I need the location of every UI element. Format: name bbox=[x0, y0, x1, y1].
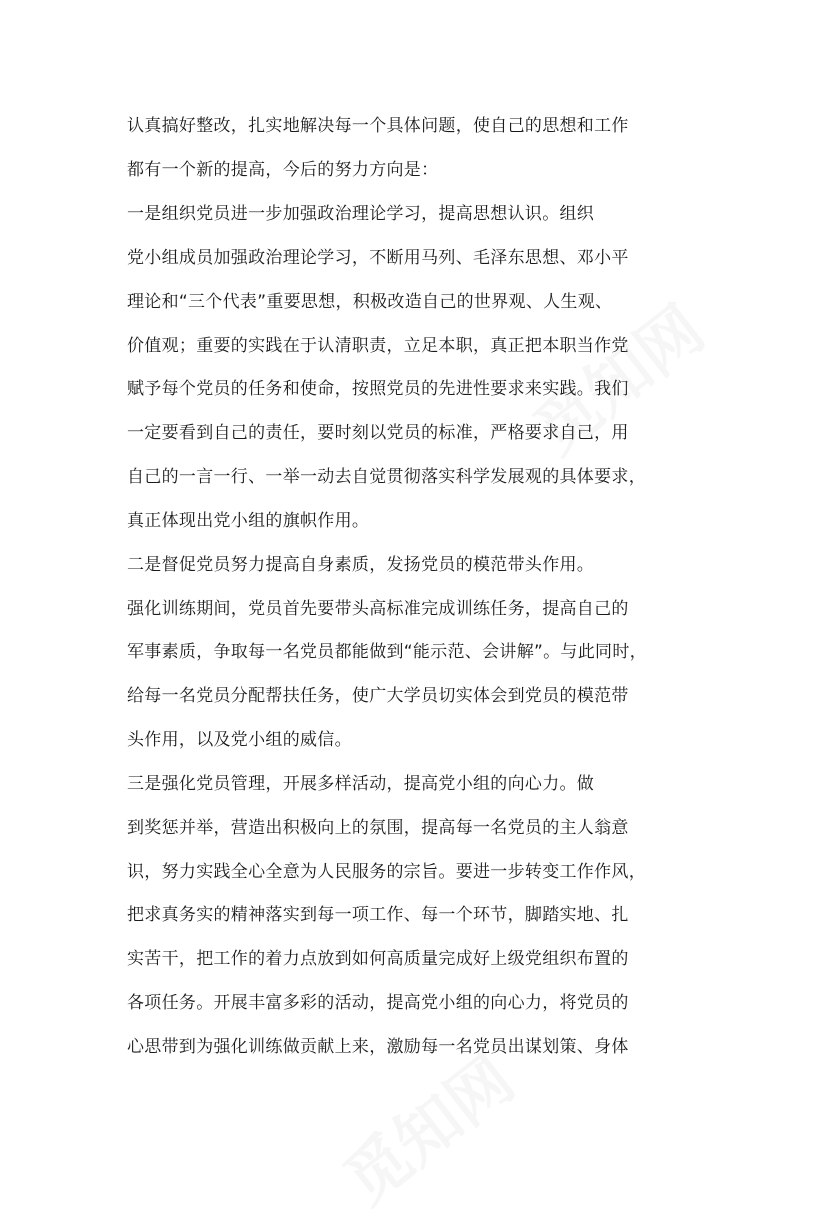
text-line: 二是督促党员努力提高自身素质，发扬党员的模范带头作用。 bbox=[127, 555, 595, 575]
watermark bbox=[322, 1031, 530, 1221]
text-line: 三是强化党员管理，开展多样活动，提高党小组的向心力。做 bbox=[127, 774, 595, 794]
text-line: 都有一个新的提高，今后的努力方向是： bbox=[127, 160, 439, 180]
text-line: 军事素质，争取每一名党员都能做到“能示范、会讲解”。与此同时， bbox=[127, 642, 647, 662]
text-line: 各项任务。开展丰富多彩的活动，提高党小组的向心力，将党员的 bbox=[127, 993, 629, 1013]
text-line: 一定要看到自己的责任，要时刻以党员的标准，严格要求自己，用 bbox=[127, 423, 629, 443]
text-line: 认真搞好整改，扎实地解决每一个具体问题，使自己的思想和工作 bbox=[127, 116, 629, 136]
text-line: 赋予每个党员的任务和使命，按照党员的先进性要求来实践。我们 bbox=[127, 379, 629, 399]
text-line: 识，努力实践全心全意为人民服务的宗旨。要进一步转变工作作风， bbox=[127, 862, 646, 882]
text-line: 自己的一言一行、一举一动去自觉贯彻落实科学发展观的具体要求， bbox=[127, 467, 646, 487]
text-line: 党小组成员加强政治理论学习，不断用马列、毛泽东思想、邓小平 bbox=[127, 248, 629, 268]
text-line: 把求真务实的精神落实到每一项工作、每一个环节，脚踏实地、扎 bbox=[127, 905, 629, 925]
text-line: 头作用，以及党小组的威信。 bbox=[127, 730, 352, 750]
text-line: 到奖惩并举，营造出积极向上的氛围，提高每一名党员的主人翁意 bbox=[127, 818, 629, 838]
text-line: 给每一名党员分配帮扶任务，使广大学员切实体会到党员的模范带 bbox=[127, 686, 629, 706]
text-line: 价值观；重要的实践在于认清职责，立足本职，真正把本职当作党 bbox=[127, 336, 629, 356]
text-line: 实苦干，把工作的着力点放到如何高质量完成好上级党组织布置的 bbox=[127, 949, 629, 969]
text-line: 真正体现出党小组的旗帜作用。 bbox=[127, 511, 370, 531]
text-line: 心思带到为强化训练做贡献上来，激励每一名党员出谋划策、身体 bbox=[127, 1037, 629, 1057]
text-line: 理论和“三个代表”重要思想，积极改造自己的世界观、人生观、 bbox=[127, 292, 613, 312]
text-line: 一是组织党员进一步加强政治理论学习，提高思想认识。组织 bbox=[127, 204, 595, 224]
text-line: 强化训练期间，党员首先要带头高标准完成训练任务，提高自己的 bbox=[127, 599, 629, 619]
